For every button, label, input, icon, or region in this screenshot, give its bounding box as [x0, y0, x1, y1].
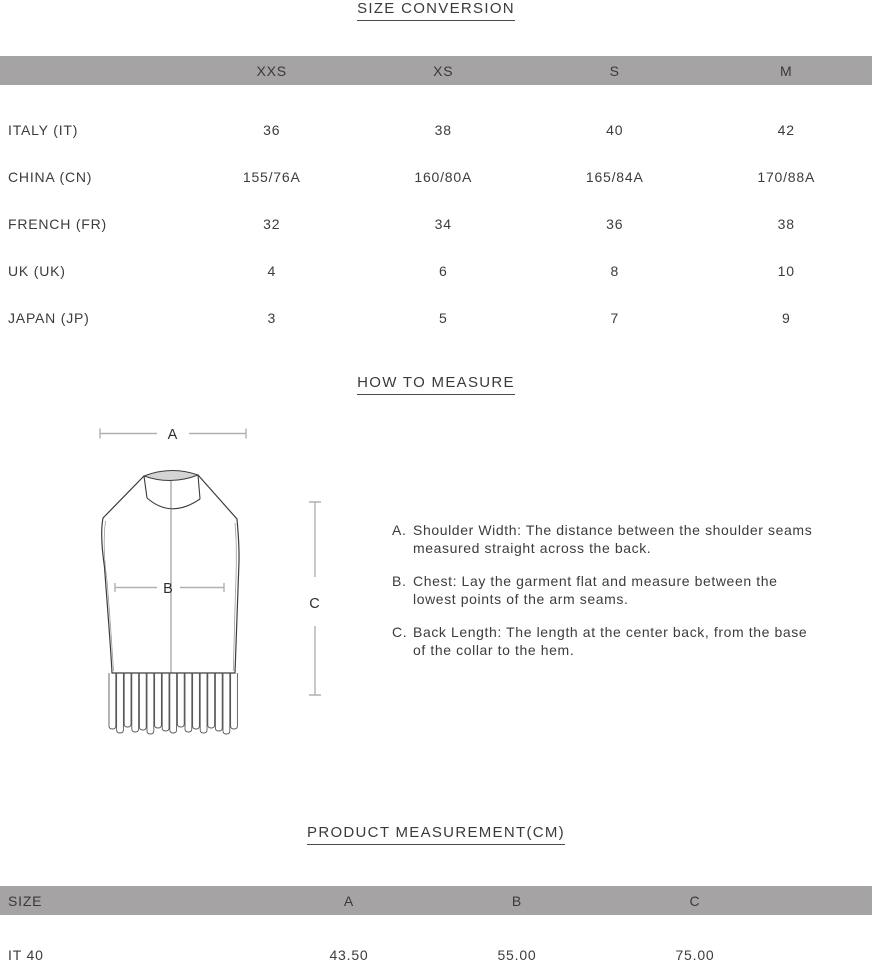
cell: 8 — [610, 262, 620, 279]
table-row-french — [0, 200, 872, 247]
instruction-prefix: B. — [392, 573, 407, 589]
diagram-label-a: A — [167, 427, 179, 443]
table-row-japan — [0, 294, 872, 341]
cell: 36 — [263, 121, 281, 138]
row-label: JAPAN (JP) — [8, 309, 90, 326]
cell: 165/84A — [585, 168, 644, 185]
table-row-china — [0, 153, 872, 200]
size-conversion-title-text: SIZE CONVERSION — [357, 0, 515, 21]
cell: 34 — [434, 215, 452, 232]
instruction-text: Chest: Lay the garment flat and measure between the lowest points of the arm seams. — [413, 573, 778, 607]
cell: 160/80A — [414, 168, 473, 185]
collar-bottom — [147, 498, 200, 509]
instruction-chest — [392, 572, 822, 608]
instruction-prefix: C. — [392, 624, 408, 640]
instruction-back-length — [392, 623, 822, 659]
cell: 75.00 — [675, 947, 715, 963]
garment-measure-diagram — [85, 415, 340, 745]
column-header-c: C — [689, 892, 701, 909]
instruction-text: Back Length: The length at the center back, from the base of the collar to the hem. — [413, 624, 808, 658]
column-header-m: M — [780, 62, 793, 79]
body-outline — [102, 475, 239, 673]
how-to-measure-title — [0, 374, 872, 391]
cell: 170/88A — [757, 168, 816, 185]
diagram-label-c: C — [309, 596, 321, 612]
column-header-xxs: XXS — [256, 62, 287, 79]
instruction-shoulder-width — [392, 521, 822, 557]
cell: 9 — [781, 309, 791, 326]
row-label: FRENCH (FR) — [8, 215, 108, 232]
cell: 32 — [263, 215, 281, 232]
collar-top — [144, 470, 198, 480]
product-measurement-table — [0, 915, 872, 967]
cell: 42 — [777, 121, 795, 138]
how-to-measure-title-text: HOW TO MEASURE — [357, 374, 515, 395]
cell: 3 — [267, 309, 277, 326]
row-label: IT 40 — [8, 947, 44, 963]
cell: 36 — [606, 215, 624, 232]
table-row-it40 — [0, 941, 872, 967]
product-measurement-title-text: PRODUCT MEASUREMENT(CM) — [307, 824, 565, 845]
size-conversion-table-header — [0, 56, 872, 85]
diagram-label-b: B — [163, 581, 174, 597]
column-header-size: SIZE — [8, 892, 43, 909]
table-row-uk — [0, 247, 872, 294]
column-header-xs: XS — [433, 62, 454, 79]
instruction-prefix: A. — [392, 522, 407, 538]
cell: 43.50 — [329, 947, 369, 963]
cell: 38 — [777, 215, 795, 232]
cell: 10 — [777, 262, 795, 279]
cell: 40 — [606, 121, 624, 138]
cell: 7 — [610, 309, 620, 326]
column-header-a: A — [343, 892, 355, 909]
instruction-text: Shoulder Width: The distance between the shoulder seams measured straight across the back. — [413, 522, 813, 556]
column-header-b: B — [511, 892, 523, 909]
cell: 5 — [438, 309, 448, 326]
column-header-s: S — [609, 62, 620, 79]
cell: 38 — [434, 121, 452, 138]
garment-outline — [102, 470, 239, 734]
size-conversion-table — [0, 85, 872, 341]
cell: 6 — [438, 262, 448, 279]
size-conversion-title — [0, 0, 872, 17]
row-label: ITALY (IT) — [8, 121, 79, 138]
measure-instructions — [392, 521, 822, 674]
row-label: UK (UK) — [8, 262, 66, 279]
product-measurement-table-header — [0, 886, 872, 915]
row-label: CHINA (CN) — [8, 168, 93, 185]
product-measurement-title — [0, 824, 872, 841]
table-row-italy — [0, 106, 872, 153]
cell: 55.00 — [497, 947, 537, 963]
cell: 4 — [267, 262, 277, 279]
cell: 155/76A — [242, 168, 301, 185]
hem-fringe — [109, 673, 237, 734]
